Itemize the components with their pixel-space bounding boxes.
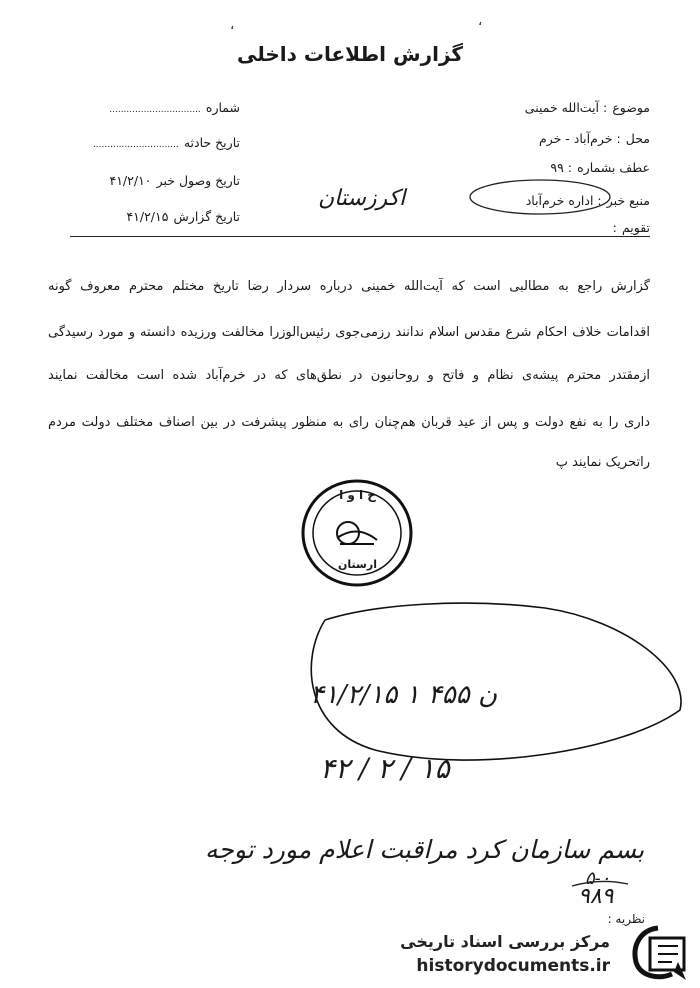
field-calendar-label: تقویم: [621, 220, 650, 235]
body-line-4: داری را به نفع دولت و پس از عید قربان هم‌چنان رای به منظور پیشرفت در بین اصناف مختلف دولت مردم: [48, 415, 650, 430]
field-incident-date-label: تاریخ حادثه: [183, 135, 240, 150]
handwritten-note-2: ۴۲ / ۲ / ۱۵: [320, 752, 450, 785]
watermark-logo-icon: [628, 922, 692, 982]
field-receive-date-value: ۴۱/۲/۱۰: [109, 173, 152, 188]
field-source: منبع خبر : اداره خرم‌آباد: [525, 193, 650, 208]
field-source-value: اداره خرم‌آباد: [525, 193, 594, 208]
field-subject: موضوع : آیت‌الله خمینی: [524, 100, 650, 115]
office-seal-stamp: [300, 478, 415, 588]
field-incident-date-value: ..............................: [92, 140, 179, 150]
field-number: [85, 97, 240, 116]
ref-bottom: ۹۸۹: [578, 884, 614, 909]
source-oval-mark: [465, 176, 615, 218]
field-report-date: [75, 206, 240, 225]
handwritten-note-3: بسم سازمان کرد مراقبت اعلام مورد توجه: [205, 835, 645, 864]
field-reference-label: عطف بشماره: [577, 160, 650, 175]
ref-underline: [570, 878, 630, 892]
field-subject-label: موضوع: [612, 100, 650, 115]
field-receive-date-label: تاریخ وصول خبر: [156, 173, 240, 188]
field-location-value: خرم‌آباد - خرم: [538, 131, 613, 146]
seal-top-text: ح ا و ا: [339, 488, 376, 502]
seal-bottom-text: ارستان: [338, 558, 377, 571]
top-mark-left: ،: [230, 18, 235, 33]
document-title: گزارش اطلاعات داخلی: [236, 42, 464, 66]
field-location: محل : خرم‌آباد - خرم: [538, 131, 650, 146]
watermark-title: مرکز بررسی اسناد تاریخی: [400, 932, 610, 951]
body-line-1: گزارش راجع به مطالبی است که آیت‌الله خمینی درباره سردار رضا تاریخ مختلم محترم معروف گونه: [48, 279, 650, 294]
field-number-value: ................................: [109, 105, 201, 115]
field-reference: عطف بشماره : ۹۹: [550, 160, 650, 175]
field-calendar: تقویم :: [612, 220, 650, 235]
body-line-3: ازمقتدر محترم پیشه‌ی نظام و فاتح و روحانیون در نطق‌های که در خرم‌آباد شده‌ است مخالفت نمایند: [48, 368, 650, 383]
field-subject-value: آیت‌الله خمینی: [524, 100, 600, 115]
field-report-date-value: ۴۱/۲/۱۵: [126, 209, 169, 224]
field-reference-value: ۹۹: [550, 160, 564, 175]
field-location-label: محل: [625, 131, 650, 146]
top-mark-right: ،: [478, 14, 483, 29]
field-number-label: شماره: [205, 100, 240, 115]
header-divider: [70, 236, 650, 237]
opinion-label: نظریه :: [607, 912, 645, 926]
body-line-5: راتحریک نمایند پ: [555, 455, 650, 470]
field-source-label: منبع خبر: [606, 193, 650, 208]
body-line-2: اقدامات خلاف احکام شرع مقدس اسلام ندانند رزمی‌جوی رئیس‌الوزرا مخالفت ورزیده دانسته و مورد رسیدگی: [48, 325, 650, 340]
watermark-url: historydocuments.ir: [416, 956, 610, 976]
handwritten-note-1: ۴۱/۲/۱۵ ن ۴۵۵ ۱: [310, 680, 498, 710]
field-report-date-label: تاریخ گزارش: [173, 209, 240, 224]
field-receive-date: [75, 170, 240, 189]
ref-top: ۵-۰: [585, 868, 611, 889]
source-handwritten: اکرزستان: [318, 186, 406, 211]
field-incident-date: [80, 132, 240, 151]
